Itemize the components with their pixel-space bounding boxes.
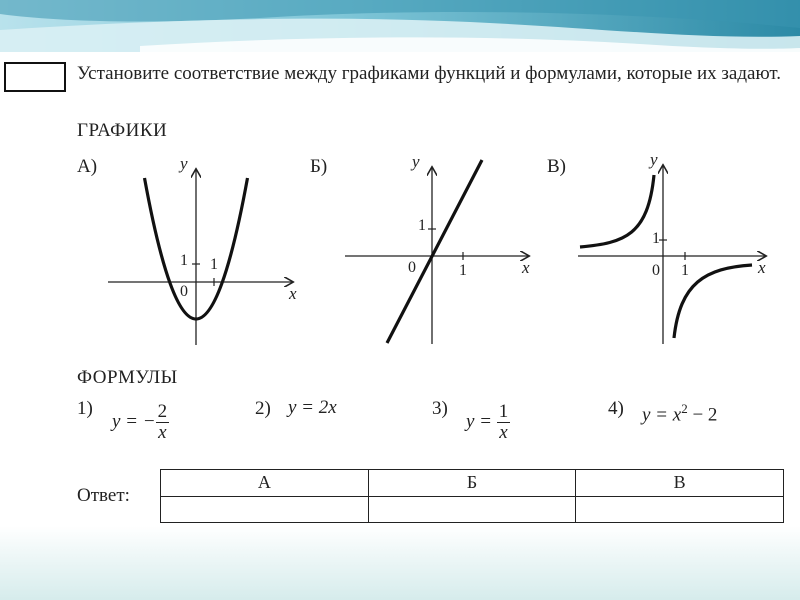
graph-b-curve [387, 160, 482, 343]
formula-1-number: 1) [77, 398, 93, 419]
answer-cell-a[interactable] [161, 496, 369, 523]
graph-a-y-label: y [180, 154, 188, 173]
graph-a-origin-label: 0 [180, 283, 188, 300]
formula-3-fraction [497, 402, 511, 443]
graph-c-origin-label: 0 [652, 262, 660, 279]
formula-3-lhs: y = [466, 410, 497, 432]
formula-1-fraction [156, 402, 170, 443]
graph-b-tick-y-label: 1 [418, 217, 426, 234]
answer-table [160, 469, 784, 523]
answer-column-a: А [161, 470, 369, 497]
formula-4-exponent: 2 [681, 401, 688, 416]
graph-b-tick-x-label: 1 [459, 262, 467, 279]
formula-1-denominator: x [158, 422, 167, 443]
graph-b-x-label: x [522, 258, 530, 277]
graph-a-tick-x-label: 1 [210, 256, 218, 273]
answer-column-c: В [576, 470, 784, 497]
formula-3-numerator: 1 [498, 401, 509, 422]
graph-a-label: А) [77, 156, 98, 177]
graph-b-origin-label: 0 [408, 259, 416, 276]
answer-cell-b[interactable] [368, 496, 576, 523]
graph-c-tick-x-label: 1 [681, 262, 689, 279]
formula-3-denominator: x [499, 422, 508, 443]
graph-c-tick-y-label: 1 [652, 230, 660, 247]
formula-3 [466, 402, 510, 443]
answer-label: Ответ: [77, 485, 130, 506]
answer-header-row [161, 470, 784, 497]
graph-c-label: В) [547, 156, 566, 177]
answer-column-b: Б [368, 470, 576, 497]
answer-cell-c[interactable] [576, 496, 784, 523]
formula-4-base: y = x [642, 404, 682, 426]
formula-3-number: 3) [432, 398, 448, 419]
graph-c [578, 166, 765, 344]
formula-1 [112, 402, 169, 443]
answer-input-row [161, 496, 784, 523]
formula-4-number: 4) [608, 398, 624, 419]
formula-4-tail: − 2 [687, 404, 718, 426]
formula-2-number: 2) [255, 398, 271, 419]
graphs-heading: ГРАФИКИ [77, 120, 168, 141]
graph-b-y-label: y [412, 152, 420, 171]
formulas-heading: ФОРМУЛЫ [77, 367, 178, 388]
graph-a-x-label: x [289, 284, 297, 303]
formula-1-lhs: y = − [112, 410, 156, 432]
graph-b-label: Б) [310, 156, 328, 177]
graph-c-y-label: y [650, 150, 658, 169]
formula-1-numerator: 2 [157, 401, 168, 422]
graph-b [345, 160, 528, 344]
formula-4 [642, 401, 717, 426]
graph-c-x-label: x [758, 258, 766, 277]
formula-2: y = 2x [288, 397, 337, 418]
graph-c-branch-left [580, 175, 654, 247]
footer-decoration [0, 526, 800, 600]
graph-a [108, 170, 292, 345]
graph-a-tick-y-label: 1 [180, 252, 188, 269]
task-text: Установите соответствие между графиками функций и формулами, которые их задают. [77, 63, 782, 84]
